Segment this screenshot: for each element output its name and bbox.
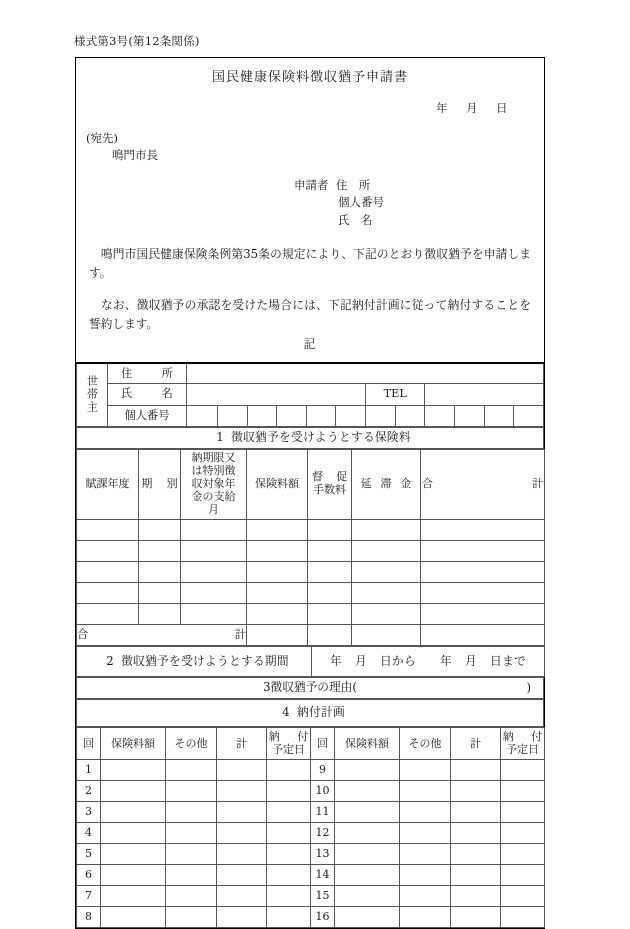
cell-premium-left[interactable] [101,843,166,864]
cell-fiscal-year[interactable] [77,540,139,561]
cell-late-charge[interactable] [352,519,421,540]
cell-premium-right[interactable] [335,780,400,801]
applicant-heading: 申請者 [294,178,329,193]
mynumber-box[interactable] [366,405,396,426]
col-header-premium-amount: 保険料額 [247,449,308,519]
mynumber-box[interactable] [306,405,336,426]
cell-demand-fee[interactable] [308,603,352,624]
paragraph-2 [76,296,544,334]
mynumber-box[interactable] [277,405,307,426]
due-line-2: は特別徴 [191,463,236,477]
section4-heading-text: 納付計画 [297,705,345,720]
cell-other-left[interactable] [166,759,217,780]
cell-fiscal-year[interactable] [77,519,139,540]
addressee-label: (宛先) [86,130,118,145]
section2-number: 2 [106,653,114,668]
applicant-address-label: 住 所 [335,178,371,193]
col-header-total: 合 計 [421,449,545,519]
period-from-month: 月 [355,653,368,668]
cell-premium-right[interactable] [335,843,400,864]
cell-other-left[interactable] [166,780,217,801]
cell-due-date-left[interactable] [267,801,311,822]
section3-heading[interactable] [77,677,544,698]
householder-mynumber-row [77,405,544,426]
cell-total[interactable] [421,582,545,603]
cell-demand-fee[interactable] [308,540,352,561]
row-index-left: 3 [77,801,101,822]
section1-data-row [77,519,545,540]
total-sum[interactable] [421,624,545,645]
section1-number: 1 [216,430,224,445]
section1-heading-text: 徴収猶予を受けようとする保険料 [231,430,411,445]
date-line [76,100,544,116]
section4-heading-table [76,699,544,727]
section1-data-row [77,603,545,624]
section2-row [77,646,545,676]
cell-other-left[interactable] [166,822,217,843]
section1-data-row [77,540,545,561]
paragraph-2-text: なお、徴収猶予の承認を受けた場合には、下記納付計画に従って納付することを誓約します。 [89,297,531,331]
table-row [77,801,545,822]
cell-due-date[interactable] [181,519,247,540]
cell-due-date-right[interactable] [501,822,545,843]
date-day: 日 [496,100,508,115]
date-month: 月 [466,100,478,115]
section3-table [76,677,544,699]
col-header-subtotal-right: 計 [451,727,501,759]
col-header-other-right: その他 [400,727,451,759]
householder-name-row [77,384,544,405]
period-to-month: 月 [465,653,477,668]
form-number: 様式第3号(第12条関係) [74,34,200,48]
addressee-name: 鳴門市長 [112,148,158,163]
cell-other-left[interactable] [166,843,217,864]
col-header-demand-fee: 督促 手数料 [308,449,352,519]
col-header-other-left: その他 [166,727,217,759]
row-index-left: 7 [77,885,101,906]
row-index-left: 1 [77,759,101,780]
table-row [77,864,545,885]
col-header-fiscal-year: 賦課年度 [77,449,139,519]
cell-other-right[interactable] [400,906,451,927]
cell-premium-left[interactable] [101,906,166,927]
row-index-left: 2 [77,780,101,801]
col-header-due-date [181,449,247,519]
cell-due-date-left[interactable] [267,822,311,843]
cell-demand-fee[interactable] [308,561,352,582]
section4-table [76,727,545,928]
table-row [77,906,545,927]
householder-tel-value[interactable] [425,384,544,405]
householder-tel-label: TEL [366,384,425,405]
row-index-right: 12 [311,822,335,843]
table-row [77,759,545,780]
cell-subtotal-left[interactable] [217,843,267,864]
cell-subtotal-right[interactable] [451,906,501,927]
householder-address-row [77,363,544,384]
cell-due-date-right[interactable] [501,843,545,864]
cell-subtotal-right[interactable] [451,759,501,780]
ki-marker: 記 [303,336,317,351]
form-frame [75,57,545,929]
cell-premium-right[interactable] [335,864,400,885]
section1-heading [77,427,544,448]
mynumber-box[interactable] [425,405,455,426]
mynumber-box[interactable] [247,405,277,426]
row-index-right: 14 [311,864,335,885]
cell-demand-fee[interactable] [308,582,352,603]
section4-heading [77,699,544,726]
due-line-5: 月 [208,502,219,516]
cell-due-date-left[interactable] [267,864,311,885]
total-demand-fee[interactable] [308,624,352,645]
cell-premium[interactable] [247,582,308,603]
section4-heading-row [77,699,544,726]
page-title: 国民健康保険料徴収猶予申請書 [211,70,408,85]
period-to-year: 年 [440,653,452,668]
cell-due-date-left[interactable] [267,843,311,864]
cell-installment[interactable] [139,519,181,540]
section1-total-label: 合 計 [77,624,247,645]
paragraph-1-text: 鳴門市国民健康保険条例第35条の規定により、下記のとおり徴収猶予を申請します。 [89,246,531,280]
cell-due-date-right[interactable] [501,864,545,885]
cell-subtotal-left[interactable] [217,801,267,822]
section4-header-row [77,727,545,759]
col-header-premium-right: 保険料額 [335,727,400,759]
applicant-name-row [294,212,544,229]
col-header-due-date-left: 納 付 予定日 [267,727,311,759]
cell-subtotal-right[interactable] [451,864,501,885]
section1-total-row [77,624,545,645]
cell-due-date[interactable] [181,540,247,561]
cell-due-date[interactable] [181,582,247,603]
applicant-block [76,177,544,229]
cell-due-date-right[interactable] [501,801,545,822]
cell-late-charge[interactable] [352,582,421,603]
section3-heading-text: 徴収猶予の理由( [270,680,357,695]
mynumber-box[interactable] [514,405,544,426]
table-row [77,822,545,843]
due-line-4: 金の支給 [191,489,236,503]
paragraph-1 [76,245,544,283]
cell-subtotal-left[interactable] [217,780,267,801]
cell-premium-left[interactable] [101,801,166,822]
col-header-late-charge: 延滞金 [352,449,421,519]
row-index-right: 13 [311,843,335,864]
cell-due-date-left[interactable] [267,759,311,780]
table-row [77,780,545,801]
householder-table [76,362,544,427]
cell-total[interactable] [421,603,545,624]
col-header-times-left: 回 [77,727,101,759]
cell-due-date-right[interactable] [501,780,545,801]
section1-header-row [77,449,545,519]
cell-subtotal-left[interactable] [217,906,267,927]
cell-premium-left[interactable] [101,822,166,843]
cell-premium-right[interactable] [335,759,400,780]
col-header-premium-left: 保険料額 [101,727,166,759]
cell-late-charge[interactable] [352,603,421,624]
cell-premium[interactable] [247,603,308,624]
cell-other-right[interactable] [400,864,451,885]
section2-heading-text: 徴収猶予を受けようとする期間 [121,653,289,668]
addressee-block [76,130,544,166]
row-index-right: 10 [311,780,335,801]
householder-vertical-label: 世帯主 [77,363,108,427]
cell-subtotal-left[interactable] [217,822,267,843]
cell-other-left[interactable] [166,864,217,885]
period-to-day: 日まで [490,653,526,668]
section2-period-value[interactable] [312,646,545,676]
section1-heading-row [77,427,544,448]
cell-subtotal-right[interactable] [451,801,501,822]
cell-premium-left[interactable] [101,780,166,801]
cell-other-right[interactable] [400,843,451,864]
row-index-right: 9 [311,759,335,780]
cell-due-date-right[interactable] [501,759,545,780]
section3-row [77,677,544,698]
cell-subtotal-right[interactable] [451,780,501,801]
section1-data-row [77,582,545,603]
row-index-right: 16 [311,906,335,927]
cell-due-date-right[interactable] [501,906,545,927]
cell-installment[interactable] [139,561,181,582]
applicant-address-row [294,177,544,194]
householder-name-value[interactable] [187,384,366,405]
period-from-day: 日から [380,653,416,668]
cell-installment[interactable] [139,603,181,624]
householder-name-label: 氏 名 [107,384,187,405]
col-header-times-right: 回 [311,727,335,759]
cell-total[interactable] [421,561,545,582]
period-from-year: 年 [330,653,343,668]
cell-due-date-left[interactable] [267,906,311,927]
applicant-mynumber-row [294,194,544,211]
col-header-due-date-right: 納 付 予定日 [501,727,545,759]
applicant-mynumber-label: 個人番号 [338,195,384,210]
cell-other-right[interactable] [400,759,451,780]
cell-total[interactable] [421,519,545,540]
cell-fiscal-year[interactable] [77,561,139,582]
cell-installment[interactable] [139,540,181,561]
cell-total[interactable] [421,540,545,561]
cell-premium-right[interactable] [335,822,400,843]
date-year: 年 [436,100,448,115]
row-index-right: 11 [311,801,335,822]
col-header-installment: 期 別 [139,449,181,519]
mynumber-box[interactable] [336,405,366,426]
cell-late-charge[interactable] [352,561,421,582]
mynumber-box[interactable] [395,405,425,426]
cell-other-left[interactable] [166,906,217,927]
table-row [77,843,545,864]
cell-premium[interactable] [247,540,308,561]
cell-due-date[interactable] [181,603,247,624]
mynumber-box[interactable] [484,405,514,426]
total-premium[interactable] [247,624,308,645]
cell-premium[interactable] [247,561,308,582]
total-late-charge[interactable] [352,624,421,645]
section2-heading [77,646,312,676]
householder-address-value[interactable] [187,363,544,384]
cell-demand-fee[interactable] [308,519,352,540]
section1-heading-table [76,427,544,449]
cell-other-right[interactable] [400,780,451,801]
cell-premium-right[interactable] [335,801,400,822]
cell-fiscal-year[interactable] [77,603,139,624]
cell-subtotal-right[interactable] [451,822,501,843]
row-index-left: 6 [77,864,101,885]
cell-subtotal-right[interactable] [451,843,501,864]
row-index-right: 15 [311,885,335,906]
cell-fiscal-year[interactable] [77,582,139,603]
section2-table [76,646,545,677]
cell-other-left[interactable] [166,801,217,822]
cell-subtotal-left[interactable] [217,759,267,780]
section1-data-row [77,561,545,582]
mynumber-box[interactable] [187,405,218,426]
due-line-1: 納期限又 [191,450,236,464]
section4-number: 4 [282,705,290,720]
preamble-section [76,70,544,352]
row-index-left: 4 [77,822,101,843]
row-index-left: 5 [77,843,101,864]
applicant-name-label: 氏 名 [338,212,373,227]
cell-installment[interactable] [139,582,181,603]
cell-premium[interactable] [247,519,308,540]
cell-premium-left[interactable] [101,864,166,885]
cell-premium-right[interactable] [335,906,400,927]
section3-close-paren: ) [526,680,531,695]
cell-other-right[interactable] [400,822,451,843]
row-index-left: 8 [77,906,101,927]
householder-mynumber-label: 個人番号 [107,405,187,426]
cell-subtotal-left[interactable] [217,864,267,885]
section1-table [76,449,545,646]
householder-address-label: 住 所 [107,363,187,384]
cell-due-date-left[interactable] [267,780,311,801]
section3-number: 3 [263,680,271,695]
cell-other-right[interactable] [400,801,451,822]
cell-due-date[interactable] [181,561,247,582]
due-line-3: 収対象年 [191,476,236,490]
cell-premium-left[interactable] [101,759,166,780]
col-header-subtotal-left: 計 [217,727,267,759]
mynumber-box[interactable] [454,405,484,426]
cell-late-charge[interactable] [352,540,421,561]
mynumber-box[interactable] [217,405,247,426]
